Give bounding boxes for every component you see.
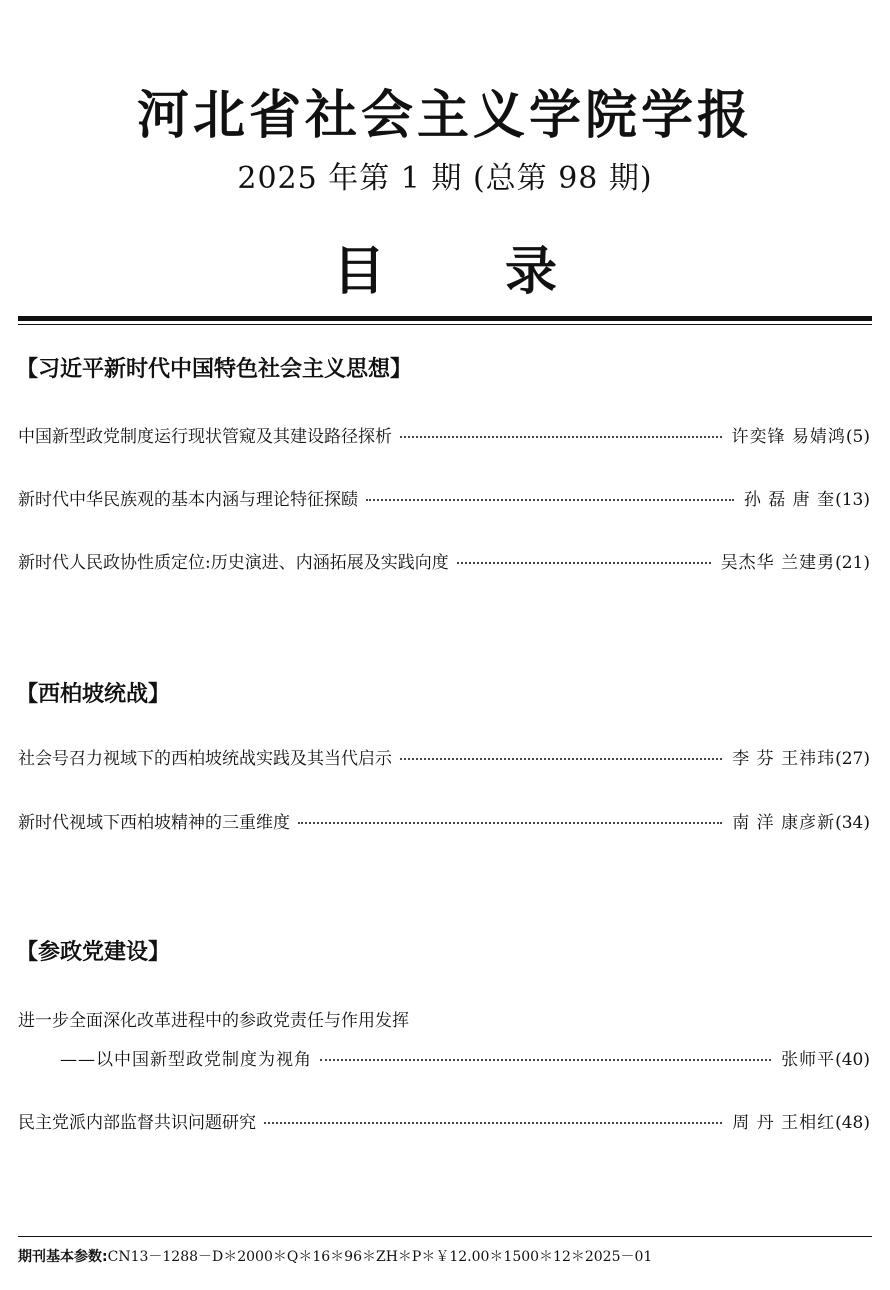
- toc-entry[interactable]: [18, 549, 870, 577]
- entry-authors: 李 芬 王祎玮: [732, 749, 836, 769]
- entry-page: (34): [835, 813, 870, 833]
- entry-page: (48): [835, 1113, 870, 1133]
- entry-authors: 孙 磊 唐 奎: [743, 490, 836, 510]
- entry-title: 社会号召力视域下的西柏坡统战实践及其当代启示: [18, 749, 392, 769]
- entry-authors: 许奕锋 易婧鸿: [731, 427, 846, 447]
- entry-page: (40): [835, 1050, 870, 1070]
- entry-page: (13): [835, 490, 870, 510]
- toc-entry[interactable]: [18, 809, 870, 837]
- toc-entry[interactable]: [18, 745, 870, 773]
- entry-authors: 周 丹 王相红: [732, 1113, 836, 1133]
- toc-entry[interactable]: [18, 1046, 870, 1074]
- entry-authors: 南 洋 康彦新: [732, 813, 836, 833]
- journal-title: 河北省社会主义学院学报: [136, 86, 753, 146]
- leader-dots: [366, 499, 734, 501]
- parameters-value: CN13－1288－D＊2000＊Q＊16＊96＊ZH＊P＊￥12.00＊1500＊12＊2025－01: [107, 1249, 653, 1265]
- entry-title: 新时代视域下西柏坡精神的三重维度: [18, 813, 290, 833]
- entry-authors: 吴杰华 兰建勇: [720, 553, 836, 573]
- entry-authors: 张师平: [781, 1050, 836, 1070]
- leader-dots: [400, 758, 722, 760]
- toc-entry[interactable]: [18, 486, 870, 514]
- entry-title: 新时代中华民族观的基本内涵与理论特征探赜: [18, 490, 358, 510]
- entry-page: (21): [835, 553, 870, 573]
- toc-entry[interactable]: [18, 1109, 870, 1137]
- section-title: 【习近平新时代中国特色社会主义思想】: [16, 357, 413, 382]
- toc-heading-char-2: 录: [505, 242, 558, 302]
- entry-title: 中国新型政党制度运行现状管窥及其建设路径探析: [18, 427, 392, 447]
- entry-title: 新时代人民政协性质定位:历史演进、内涵拓展及实践向度: [18, 553, 449, 573]
- issue-number: 2025 年第 1 期 (总第 98 期): [237, 161, 653, 196]
- footer-divider: [18, 1236, 872, 1237]
- toc-entry[interactable]: [18, 423, 870, 451]
- parameters-label: 期刊基本参数:: [18, 1249, 108, 1265]
- leader-dots: [298, 822, 722, 824]
- section-title: 【西柏坡统战】: [16, 682, 171, 707]
- entry-title: 民主党派内部监督共识问题研究: [18, 1113, 256, 1133]
- section-title: 【参政党建设】: [16, 940, 171, 965]
- journal-parameters: [18, 1246, 652, 1268]
- header-divider-thick: [18, 316, 872, 321]
- entry-title[interactable]: 进一步全面深化改革进程中的参政党责任与作用发挥: [18, 1011, 409, 1031]
- toc-heading-char-1: 目: [332, 242, 385, 302]
- toc-heading: [0, 240, 890, 304]
- entry-page: (5): [845, 427, 870, 447]
- leader-dots: [320, 1059, 771, 1061]
- entry-page: (27): [835, 749, 870, 769]
- leader-dots: [400, 436, 722, 438]
- leader-dots: [457, 562, 711, 564]
- header-divider-thin: [18, 324, 872, 325]
- entry-subtitle: ——以中国新型政党制度为视角: [60, 1050, 312, 1070]
- leader-dots: [264, 1122, 722, 1124]
